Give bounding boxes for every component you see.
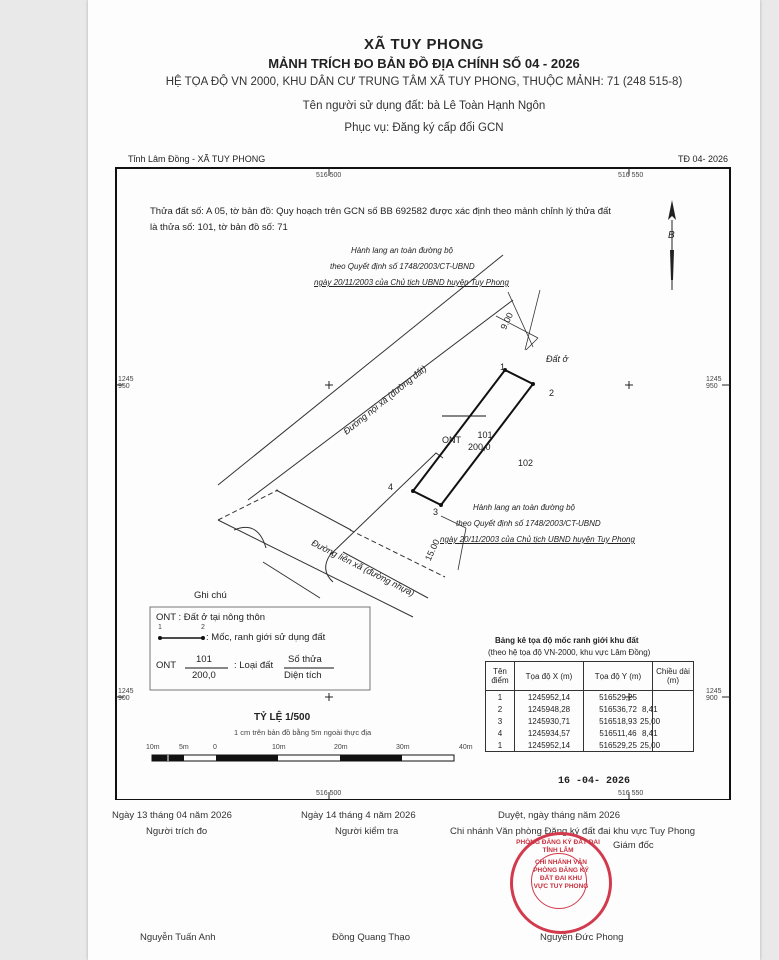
dim-top: 9.00 xyxy=(498,310,516,332)
grid-label-top-left: 516 500 xyxy=(316,172,342,179)
sign-date-2: Ngày 14 tháng 4 năm 2026 xyxy=(301,810,416,821)
sign-role-3: Chi nhánh Văn phòng Đăng ký đất đai khu vực Tuy Phong xyxy=(450,826,696,837)
legend-title: Ghi chú xyxy=(194,590,227,601)
col-header-point: Tên điểm xyxy=(486,662,515,691)
col-header-y: Tọa độ Y (m) xyxy=(584,662,653,691)
north-arrow-icon xyxy=(668,200,676,290)
table-row: 4 1245934,57 516511,46 xyxy=(486,727,694,739)
cadastral-sheet xyxy=(88,0,760,960)
commune-title: XÃ TUY PHONG xyxy=(364,36,484,53)
scale-tick-4: 20m xyxy=(334,744,348,751)
corridor-bottom-1: Hành lang an toàn đường bộ xyxy=(473,503,575,512)
scale-tick-5: 30m xyxy=(396,744,410,751)
table-row: 1 1245952,14 516529,25 xyxy=(486,739,694,752)
sign-role-1: Người trích đo xyxy=(146,826,208,837)
sign-name-1: Nguyễn Tuấn Anh xyxy=(140,932,216,943)
grid-label-top-right: 516 550 xyxy=(618,172,644,179)
table-title-1: Bảng kê tọa độ mốc ranh giới khu đất xyxy=(495,636,639,645)
parcel-type: ONT xyxy=(442,435,461,445)
dim-side: 15.00 xyxy=(422,537,442,563)
map-code: TĐ 04- 2026 xyxy=(678,154,729,164)
length-4: 25,00 xyxy=(640,741,661,750)
point-2: 2 xyxy=(549,388,555,398)
document-title: MẢNH TRÍCH ĐO BẢN ĐỒ ĐỊA CHÍNH SỐ 04 - 2026 xyxy=(268,56,580,71)
scale-tick-6: 40m xyxy=(459,744,473,751)
owner-line: Tên người sử dụng đất: bà Lê Toàn Hạnh Ngôn xyxy=(302,100,546,112)
scale-tick-3: 10m xyxy=(272,744,286,751)
corridor-bottom-2: theo Quyết định số 1748/2003/CT-UBND xyxy=(456,519,601,528)
corridor-bottom-3: ngày 20/11/2003 của Chủ tịch UBND huyện Tuy Phong xyxy=(440,535,635,544)
sign-date-3: Duyệt, ngày tháng năm 2026 xyxy=(498,810,621,821)
parcel-desc-2: là thửa số: 101, tờ bản đồ số: 71 xyxy=(150,222,288,233)
neighbor-label: Đất ở xyxy=(546,354,568,364)
legend-pt1: 1 xyxy=(158,624,162,631)
north-label: B xyxy=(668,230,675,241)
grid-label-right-top: 1245 950 xyxy=(706,376,722,390)
province-label: Tỉnh Lâm Đồng - XÃ TUY PHONG xyxy=(128,154,266,164)
legend-type-label: : Loại đất xyxy=(234,660,274,671)
approval-date-stamp: 16 -04- 2026 xyxy=(558,776,631,787)
coord-system: HỆ TỌA ĐỘ VN 2000, KHU DÂN CƯ TRUNG TÂM XÃ TUY PHONG, THUỘC MẢNH: 71 (248 515-8) xyxy=(165,76,683,88)
parcel-desc-1: Thửa đất số: A 05, tờ bản đồ: Quy hoạch trên GCN số BB 692582 được xác định theo mảnh chỉnh lý thửa đất xyxy=(150,206,611,217)
scale-title: TỶ LỆ 1/500 xyxy=(254,712,311,723)
corridor-top-3: ngày 20/11/2003 của Chủ tịch UBND huyện Tuy Phong xyxy=(314,278,509,287)
legend-ont: ONT : Đất ở tại nông thôn xyxy=(156,612,266,623)
legend-pt2: 2 xyxy=(201,624,205,631)
legend-type-code: ONT xyxy=(156,660,177,671)
grid-label-left-bottom: 1245 900 xyxy=(118,688,134,702)
leader-top xyxy=(525,290,540,350)
length-3: 8,41 xyxy=(642,729,658,738)
scale-tick-1: 5m xyxy=(179,744,189,751)
legend-num-label: Số thửa xyxy=(288,654,322,665)
table-row: 3 1245930,71 516518,93 xyxy=(486,715,694,727)
sign-role-2: Người kiểm tra xyxy=(335,826,399,837)
parcel-number: 101 xyxy=(477,430,493,440)
table-row: 2 1245948,28 516536,72 xyxy=(486,703,694,715)
col-header-length: Chiều dài (m) xyxy=(653,662,694,691)
table-title-2: (theo hệ tọa độ VN-2000, khu vực Lâm Đồng) xyxy=(488,648,651,657)
corridor-top-2: theo Quyết định số 1748/2003/CT-UBND xyxy=(330,262,475,271)
parcel-101-boundary xyxy=(413,370,533,505)
col-header-x: Tọa độ X (m) xyxy=(515,662,584,691)
parcel-area: 200,0 xyxy=(468,442,491,452)
sign-date-1: Ngày 13 tháng 04 năm 2026 xyxy=(112,810,232,821)
table-row: 1 1245952,14 516529,25 xyxy=(486,691,694,704)
road-inter-label: Đường liên xã (đường nhựa) xyxy=(309,537,417,599)
scale-tick-2: 0 xyxy=(213,744,217,751)
purpose-line: Phục vụ: Đăng ký cấp đổi GCN xyxy=(344,122,504,134)
office-seal: PHÒNG ĐĂNG KÝ ĐẤT ĐAI TỈNH LÂM CHI NHÁNH VĂN PHÒNG ĐĂNG KÝ ĐẤT ĐAI KHU VỰC TUY PHONG xyxy=(510,832,612,934)
corridor-dash xyxy=(218,490,445,577)
coordinate-table xyxy=(485,661,694,752)
corridor-top-1: Hành lang an toàn đường bộ xyxy=(351,246,453,255)
length-1: 8,41 xyxy=(642,705,658,714)
length-2: 25,00 xyxy=(640,717,661,726)
sign-name-3: Nguyễn Đức Phong xyxy=(540,932,624,943)
scale-bar xyxy=(152,755,454,761)
point-1: 1 xyxy=(500,362,506,372)
point-4: 4 xyxy=(388,482,394,492)
point-3: 3 xyxy=(433,507,439,517)
neighbor-parcel: 102 xyxy=(518,458,534,468)
road-internal-label: Đường nội xã (đường đất) xyxy=(341,363,429,437)
grid-label-right-bottom: 1245 900 xyxy=(706,688,722,702)
scale-note: 1 cm trên bản đồ bằng 5m ngoài thực địa xyxy=(234,728,372,737)
scale-tick-0: 10m xyxy=(146,744,160,751)
grid-label-bottom-right: 516 550 xyxy=(618,790,644,797)
legend-num: 101 xyxy=(196,654,212,665)
legend-area: 200,0 xyxy=(192,670,216,681)
sign-name-2: Đồng Quang Thạo xyxy=(332,932,410,943)
legend-area-label: Diện tích xyxy=(284,670,322,681)
legend-marker: : Mốc, ranh giới sử dụng đất xyxy=(206,632,326,643)
point-markers xyxy=(411,368,535,507)
grid-label-bottom-left: 516 500 xyxy=(316,790,342,797)
sign-role-3b: Giám đốc xyxy=(613,840,654,851)
grid-label-left-top: 1245 950 xyxy=(118,376,134,390)
